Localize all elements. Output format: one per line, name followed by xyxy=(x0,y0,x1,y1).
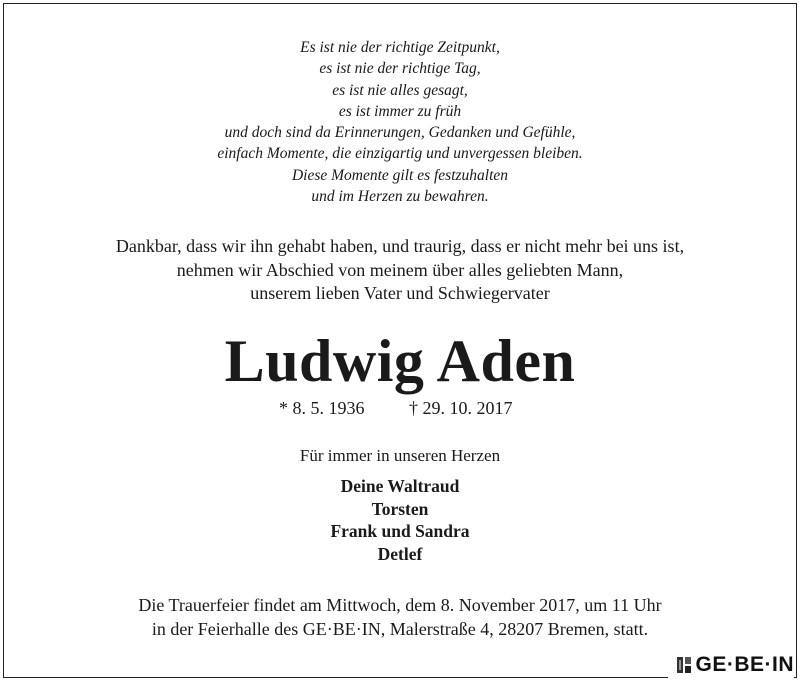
family-member: Torsten xyxy=(371,498,429,519)
gebein-logo-text: GE·BE·IN xyxy=(695,653,794,676)
service-line: Die Trauerfeier findet am Mittwoch, dem 8. November 2017, um 11 Uhr xyxy=(138,595,662,615)
forever-line: Für immer in unseren Herzen xyxy=(299,446,501,465)
family-member: Frank und Sandra xyxy=(330,521,470,541)
poem-line: es ist nie alles gesagt, xyxy=(332,81,468,99)
poem-line: und im Herzen zu bewahren. xyxy=(311,188,489,206)
service-info xyxy=(0,594,800,641)
intro-text xyxy=(0,235,800,306)
poem-line: und doch sind da Erinnerungen, Gedanken und Gefühle, xyxy=(224,124,576,142)
deceased-name: Ludwig Aden xyxy=(224,328,576,394)
intro-line: unserem lieben Vater und Schwiegervater xyxy=(250,283,550,303)
poem-line: Es ist nie der richtige Zeitpunkt, xyxy=(300,39,500,56)
intro-line: Dankbar, dass wir ihn gehabt haben, und traurig, dass er nicht mehr bei uns ist, xyxy=(115,236,685,256)
poem-line: Diese Momente gilt es festzuhalten xyxy=(291,166,509,184)
gebein-logo xyxy=(668,652,795,678)
poem-line: es ist nie der richtige Tag, xyxy=(319,60,481,78)
poem-line: einfach Momente, die einzigartig und unvergessen bleiben. xyxy=(217,145,583,163)
birth-date: * 8. 5. 1936 xyxy=(279,398,365,418)
family-list xyxy=(0,475,800,565)
death-date: † 29. 10. 2017 xyxy=(409,398,513,418)
poem-line: es ist immer zu früh xyxy=(338,102,462,120)
gebein-logo-icon xyxy=(676,656,692,674)
service-line: in der Feierhalle des GE·BE·IN, Malerstraße 4, 28207 Bremen, statt. xyxy=(151,618,649,639)
family-member: Detlef xyxy=(377,543,423,564)
poem xyxy=(0,37,800,207)
family-member: Deine Waltraud xyxy=(340,476,460,496)
intro-line: nehmen wir Abschied von meinem über alles geliebten Mann, xyxy=(176,259,624,280)
